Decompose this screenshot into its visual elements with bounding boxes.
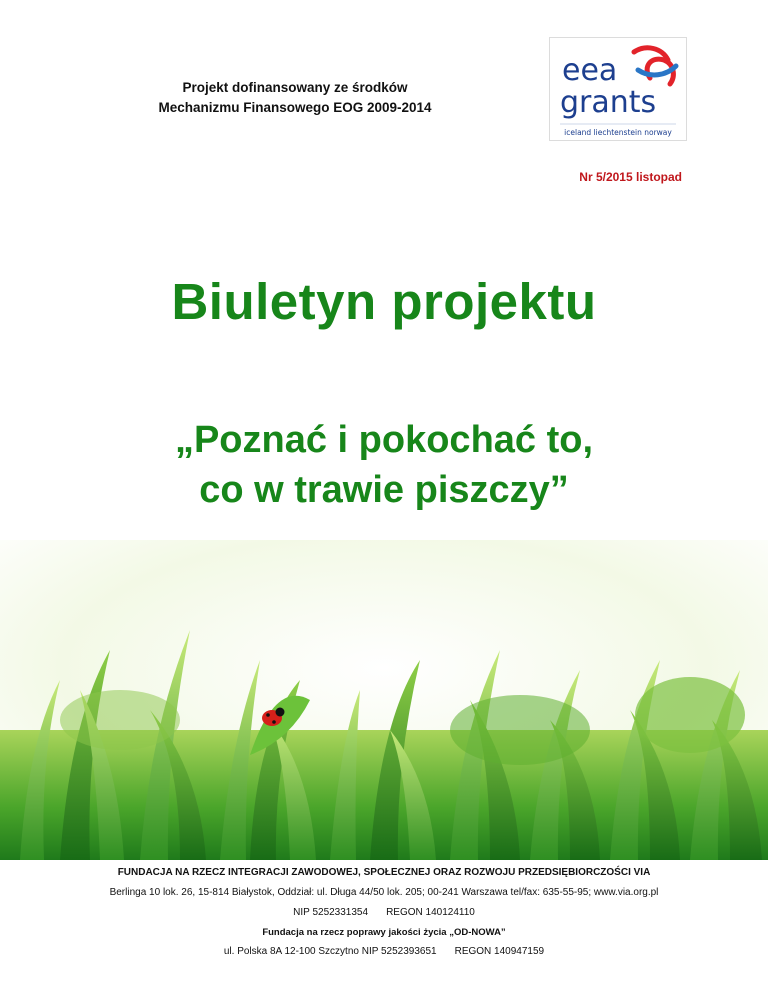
funding-note-line2: Mechanizmu Finansowego EOG 2009-2014 bbox=[158, 100, 432, 115]
grass-image bbox=[0, 540, 768, 860]
page-title: Biuletyn projektu bbox=[171, 273, 597, 330]
subtitle-line2: co w trawie piszczy” bbox=[199, 469, 569, 511]
logo-word-grants: grants bbox=[560, 85, 657, 120]
issue-number: Nr 5/2015 listopad bbox=[579, 170, 682, 184]
footer-regon: REGON 140124110 bbox=[386, 907, 475, 918]
subtitle-line1: „Poznać i pokochać to, bbox=[174, 419, 594, 461]
footer-address2: ul. Polska 8A 12-100 Szczytno NIP 5252393651 bbox=[223, 946, 437, 957]
footer-ids bbox=[0, 906, 768, 920]
eea-grants-logo bbox=[549, 37, 687, 141]
logo-mark-icon bbox=[634, 48, 676, 84]
page-subtitle bbox=[0, 415, 768, 515]
logo-tagline: iceland liechtenstein norway bbox=[564, 128, 672, 137]
footer-organization: FUNDACJA NA RZECZ INTEGRACJI ZAWODOWEJ, SPOŁECZNEJ ORAZ ROZWOJU PRZEDSIĘBIORCZOŚCI VIA bbox=[117, 867, 651, 878]
logo-word-eea: eea bbox=[562, 53, 618, 88]
footer-address: Berlinga 10 lok. 26, 15-814 Białystok, Oddział: ul. Długa 44/50 lok. 205; 00-241 Warszawa tel/fax: 635-55-95; www.via.org.pl bbox=[109, 887, 659, 898]
footer bbox=[0, 866, 768, 959]
footer-regon2: REGON 140947159 bbox=[454, 946, 545, 957]
funding-note-line1: Projekt dofinansowany ze środków bbox=[182, 80, 408, 95]
footer-nip: NIP 5252331354 bbox=[293, 907, 369, 918]
funding-note bbox=[100, 78, 490, 118]
footer-organization2: Fundacja na rzecz poprawy jakości życia „OD-NOWA” bbox=[262, 927, 506, 938]
footer-address2-row bbox=[0, 945, 768, 959]
